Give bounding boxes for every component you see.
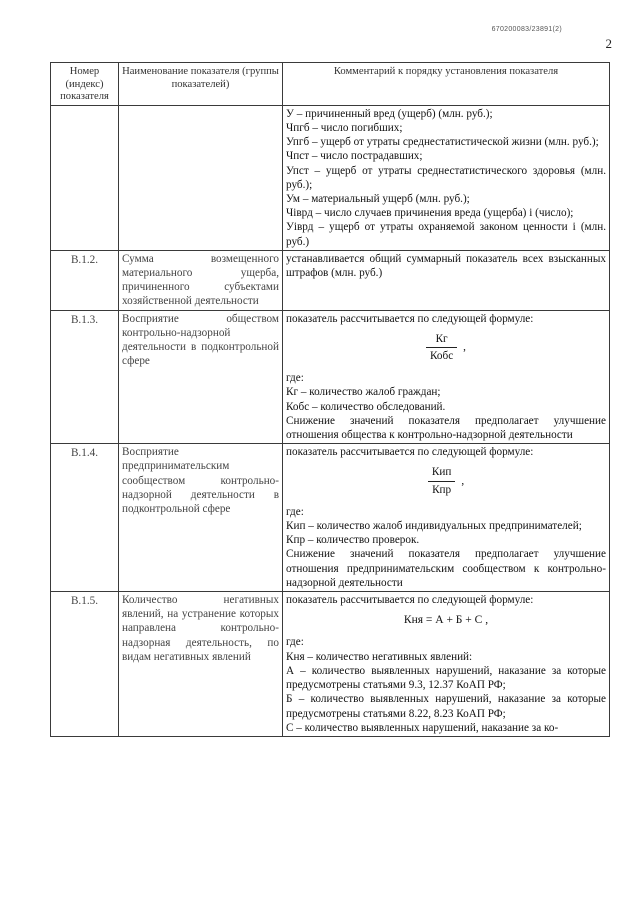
comment-line: Чiврд – число случаев причинения вреда (ущерба) i (число); bbox=[286, 207, 574, 220]
row-name: Восприятие обществом контрольно-надзорной деятельности в подконтрольной сфере bbox=[119, 310, 283, 444]
header-number: Номер (индекс) показателя bbox=[51, 63, 119, 106]
comment-line: показатель рассчитывается по следующей формуле: bbox=[286, 312, 534, 325]
row-name: Восприятие предпринимательским сообществом контрольно-надзорной деятельности в подконтрольной сфере bbox=[119, 444, 283, 592]
formula bbox=[286, 332, 606, 363]
comment-line: показатель рассчитывается по следующей формуле: bbox=[286, 446, 534, 459]
row-name: Количество негативных явлений, на устранение которых направлена контрольно-надзорная деятельность, по видам негативных явлений bbox=[119, 592, 283, 737]
table-row-continuation bbox=[51, 105, 610, 250]
cell-empty bbox=[119, 105, 283, 250]
comment-line: Кпр – количество проверок. bbox=[286, 534, 420, 547]
comment-line: С – количество выявленных нарушений, наказание за ко- bbox=[286, 721, 559, 734]
fraction-denominator: Кпр bbox=[432, 483, 452, 496]
comment-line: Снижение значений показателя предполагает улучшение отношения общества к контрольно-надзорной деятельности bbox=[286, 414, 606, 442]
comment-line: где: bbox=[286, 636, 304, 649]
comment-line: Упгб – ущерб от утраты среднестатистической жизни (млн. руб.); bbox=[286, 136, 599, 149]
table-row bbox=[51, 444, 610, 592]
document-id: 670200083/23891(2) bbox=[491, 26, 562, 33]
comment-line: Кг – количество жалоб граждан; bbox=[286, 386, 441, 399]
row-name: Сумма возмещенного материального ущерба, причиненного субъектами хозяйственной деятельности bbox=[119, 250, 283, 310]
table-row bbox=[51, 592, 610, 737]
row-number: В.1.4. bbox=[51, 444, 119, 592]
comment-line: Б – количество выявленных нарушений, наказание за которые предусмотрены статьями 8.22, 8.23 КоАП РФ; bbox=[286, 693, 606, 720]
continuation-cell bbox=[283, 105, 610, 250]
comment-line: Уiврд – ущерб от утраты охраняемой законом ценности i (млн. руб.) bbox=[286, 221, 606, 248]
indicators-table bbox=[50, 62, 610, 737]
comment-line: где: bbox=[286, 372, 304, 385]
comment-line: У – причиненный вред (ущерб) (млн. руб.); bbox=[286, 107, 493, 120]
row-comment bbox=[283, 592, 610, 737]
header-comment: Комментарий к порядку установления показателя bbox=[283, 63, 610, 106]
comment-line: А – количество выявленных нарушений, наказание за которые предусмотрены статьями 9.3, 12.37 КоАП РФ; bbox=[286, 664, 606, 692]
cell-empty bbox=[51, 105, 119, 250]
formula-tail: , bbox=[463, 341, 466, 354]
comment-line: устанавливается общий суммарный показатель всех взысканных штрафов (млн. руб.) bbox=[286, 252, 606, 280]
comment-line: где: bbox=[286, 505, 304, 518]
comment-line: Кобс – количество обследований. bbox=[286, 400, 446, 413]
fraction-denominator: Кобс bbox=[430, 350, 454, 363]
comment-line: Чпгб – число погибших; bbox=[286, 121, 403, 134]
comment-line: показатель рассчитывается по следующей формуле: bbox=[286, 594, 534, 607]
comment-line: Снижение значений показателя предполагает улучшение отношения предпринимательским сообществом к контрольно-надзорной деятельности bbox=[286, 548, 606, 589]
fraction bbox=[426, 332, 457, 363]
fraction bbox=[428, 465, 455, 496]
comment-line: Кип – количество жалоб индивидуальных предпринимателей; bbox=[286, 520, 582, 533]
table-header-row bbox=[51, 63, 610, 106]
row-comment bbox=[283, 444, 610, 592]
comment-line: Упст – ущерб от утраты среднестатистического здоровья (млн. руб.); bbox=[286, 164, 606, 191]
table-row bbox=[51, 250, 610, 310]
header-name: Наименование показателя (группы показателей) bbox=[119, 63, 283, 106]
row-number: В.1.2. bbox=[51, 250, 119, 310]
row-number: В.1.3. bbox=[51, 310, 119, 444]
comment-line: Ум – материальный ущерб (млн. руб.); bbox=[286, 193, 470, 205]
page-number: 2 bbox=[605, 36, 612, 51]
row-comment bbox=[283, 310, 610, 444]
fraction-numerator: Кг bbox=[426, 332, 457, 348]
comment-line: Чпст – число пострадавших; bbox=[286, 150, 423, 163]
formula bbox=[286, 465, 606, 496]
formula-tail: , bbox=[461, 475, 465, 488]
row-number: В.1.5. bbox=[51, 592, 119, 737]
comment-line: Кня – количество негативных явлений: bbox=[286, 650, 473, 663]
fraction-numerator: Кип bbox=[428, 465, 455, 481]
row-comment bbox=[283, 250, 610, 310]
table-row bbox=[51, 310, 610, 444]
formula: Кня = А + Б + С , bbox=[403, 614, 489, 627]
